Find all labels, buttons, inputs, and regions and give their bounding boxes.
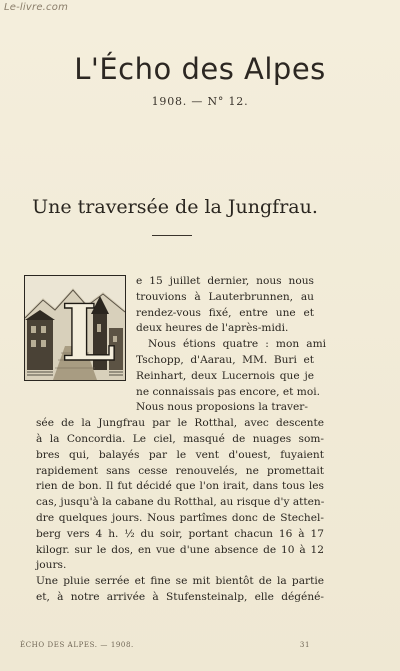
body-line-4: deux heures de l'après-midi. (136, 322, 289, 335)
journal-title: L'Écho des Alpes (74, 52, 326, 86)
dropcap-letter: L (61, 288, 116, 379)
body-line-5: Nous étions quatre : mon ami (148, 338, 326, 351)
article-body (24, 274, 324, 606)
running-head: ÉCHO DES ALPES. — 1908. (20, 641, 134, 649)
body-line-6: Tschopp, d'Aarau, MM. Buri et (136, 353, 314, 366)
title-rule (152, 235, 192, 236)
body-line-16: dre quelques jours. Nous partîmes donc de Stechel- (36, 511, 324, 524)
page-number: 31 (299, 641, 310, 649)
body-line-20: Une pluie serrée et fine se mit bientôt de la partie (36, 575, 324, 588)
body-line-9: Nous nous proposions la traver- (136, 401, 308, 414)
body-line-15: cas, jusqu'à la cabane du Rotthal, au risque d'y atten- (36, 496, 325, 509)
body-line-21: et, à notre arrivée à Stufensteinalp, elle dégéné- (36, 590, 324, 603)
body-line-7: Reinhart, deux Lucernois que je (136, 369, 314, 382)
body-line-1: e 15 juillet dernier, nous nous (136, 275, 314, 287)
body-line-18: kilogr. sur le dos, en vue d'une absence de 10 à 12 (36, 543, 324, 556)
article-title: Une traversée de la Jungfrau. (32, 196, 318, 218)
body-line-19: jours. (36, 559, 67, 572)
body-line-14: rien de bon. Il fut décidé que l'on irait, dans tous les (36, 480, 324, 493)
body-line-3: rendez-vous fixé, entre une et (136, 306, 314, 319)
body-line-12: bres qui, balayés par le vent d'ouest, fuyaient (36, 448, 324, 461)
page-footer (20, 641, 310, 649)
body-line-2: trouvions à Lauterbrunnen, au (136, 290, 314, 303)
body-line-8: ne connaissais pas encore, et moi. (136, 385, 320, 398)
watermark: Le-livre.com (4, 2, 69, 13)
body-line-13: rapidement sans cesse renouvelés, ne promettait (36, 464, 324, 477)
body-line-10: sée de la Jungfrau par le Rotthal, avec descente (36, 417, 324, 430)
body-line-17: berg vers 4 h. ½ du soir, portant chacun 16 à 17 (36, 527, 324, 540)
issue-line: 1908. — N° 12. (151, 95, 249, 108)
body-line-11: à la Concordia. Le ciel, masqué de nuages som- (36, 432, 324, 445)
